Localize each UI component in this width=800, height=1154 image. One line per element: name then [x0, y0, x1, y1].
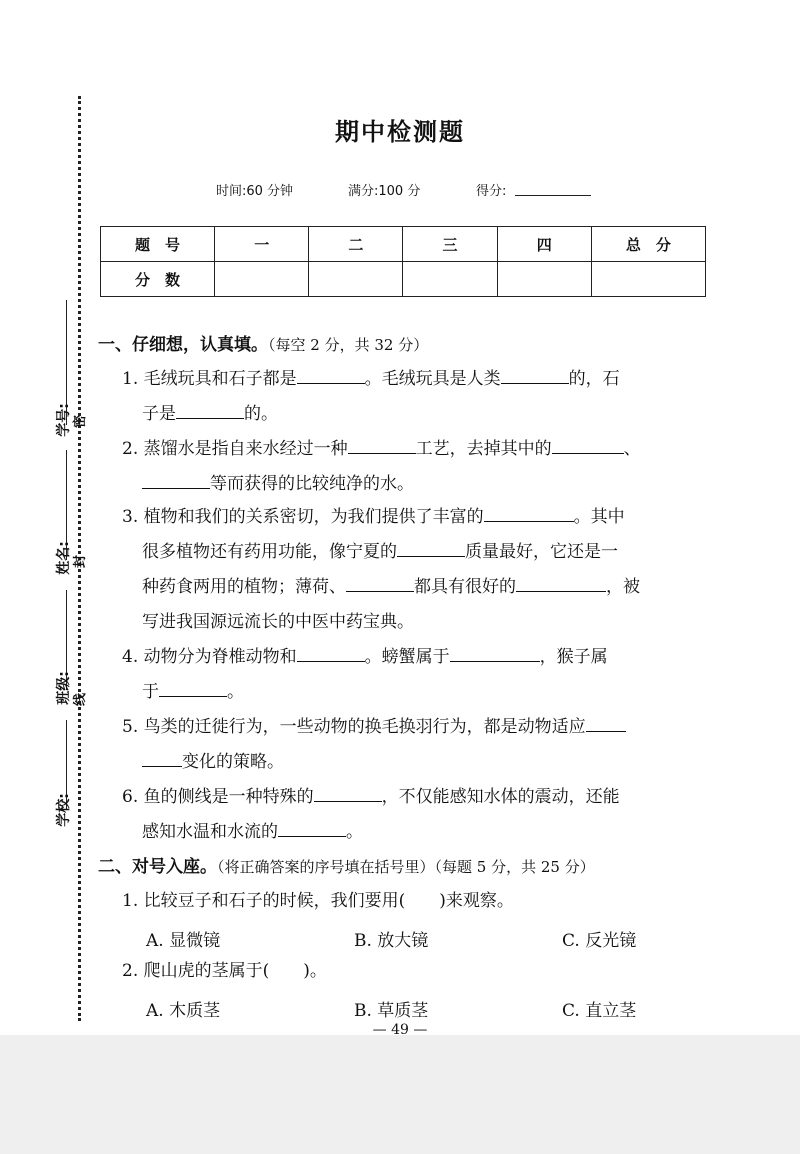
question-text: 子是	[142, 404, 176, 424]
student-no-label: 学号:	[55, 403, 72, 437]
question-text: 的，石	[568, 369, 620, 389]
question-text: 都具有很好的	[414, 577, 516, 597]
option-a[interactable]: A. 显微镜	[146, 931, 221, 951]
answer-blank[interactable]	[397, 538, 465, 557]
question-text: 的。	[244, 404, 278, 424]
page-title: 期中检测题	[335, 118, 465, 146]
question-2-2: 2. 爬山虎的茎属于( )。	[122, 961, 327, 981]
table-row	[101, 262, 706, 297]
score-label: 得分:	[476, 184, 507, 199]
score-cell[interactable]	[215, 262, 309, 297]
answer-blank[interactable]	[484, 503, 574, 522]
seal-mark-xian: 线	[73, 692, 89, 707]
answer-blank[interactable]	[501, 365, 569, 384]
answer-blank[interactable]	[176, 400, 244, 419]
answer-blank[interactable]	[450, 643, 540, 662]
question-text: 很多植物还有药用功能，像宁夏的	[142, 542, 397, 562]
score-table	[100, 226, 706, 297]
option-b[interactable]: B. 草质茎	[354, 1001, 429, 1021]
question-text: ，猴子属	[539, 647, 608, 667]
table-header-cell: 三	[403, 227, 497, 262]
table-header-cell: 题 号	[101, 227, 215, 262]
seal-mark-mi: 密	[73, 414, 89, 429]
answer-blank[interactable]	[297, 365, 365, 384]
question-text: 5. 鸟类的迁徙行为，一些动物的换毛换羽行为，都是动物适应	[122, 717, 586, 737]
question-text: 变化的策略。	[182, 752, 284, 772]
question-1-5	[122, 710, 714, 780]
question-text: 于	[142, 682, 159, 702]
option-c[interactable]: C. 反光镜	[562, 931, 637, 951]
question-text: 。螃蟹属于	[364, 647, 450, 667]
answer-blank[interactable]	[142, 470, 210, 489]
question-text: 种药食两用的植物；薄荷、	[142, 577, 346, 597]
question-text: 4. 动物分为脊椎动物和	[122, 647, 297, 667]
time-info: 时间:60 分钟	[216, 184, 294, 199]
answer-blank[interactable]	[516, 573, 606, 592]
section1-heading	[98, 330, 428, 355]
question-1-2	[122, 432, 714, 502]
question-text: ，不仅能感知水体的震动，还能	[381, 787, 620, 807]
answer-blank[interactable]	[314, 783, 382, 802]
answer-blank[interactable]	[586, 713, 626, 732]
question-text: 质量最好，它还是一	[465, 542, 618, 562]
question-text: ，被	[606, 577, 640, 597]
page-footer-area	[0, 1035, 800, 1154]
school-label: 学校:	[55, 793, 72, 827]
question-text: 。其中	[573, 507, 625, 527]
table-row-label: 分 数	[101, 262, 215, 297]
table-row	[101, 227, 706, 262]
table-header-cell: 四	[497, 227, 591, 262]
answer-blank[interactable]	[142, 748, 182, 767]
question-text: 写进我国源远流长的中医中药宝典。	[142, 612, 414, 632]
question-1-3	[122, 500, 714, 640]
score-cell[interactable]	[497, 262, 591, 297]
question-text: 感知水温和水流的	[142, 822, 278, 842]
page-number: — 49 —	[372, 1022, 428, 1038]
question-text: 。毛绒玩具是人类	[364, 369, 501, 389]
question-text: 1. 毛绒玩具和石子都是	[122, 369, 297, 389]
table-header-cell: 二	[309, 227, 403, 262]
section2-heading	[98, 852, 595, 877]
question-text: 、	[623, 439, 641, 459]
question-text: 。	[346, 822, 363, 842]
score-blank[interactable]	[515, 195, 591, 196]
seal-mark-feng: 封	[73, 554, 89, 569]
option-c[interactable]: C. 直立茎	[562, 1001, 637, 1021]
question-1-6	[122, 780, 714, 850]
question-text: 工艺，去掉其中的	[415, 439, 552, 459]
answer-blank[interactable]	[159, 678, 227, 697]
answer-blank[interactable]	[346, 573, 414, 592]
class-label: 班级:	[55, 671, 72, 705]
answer-blank[interactable]	[552, 435, 624, 454]
option-b[interactable]: B. 放大镜	[354, 931, 429, 951]
score-cell[interactable]	[309, 262, 403, 297]
section1-note: （每空 2 分，共 32 分）	[268, 336, 429, 354]
question-text: 。	[227, 682, 244, 702]
question-text: 3. 植物和我们的关系密切，为我们提供了丰富的	[122, 507, 484, 527]
question-2-1: 1. 比较豆子和石子的时候，我们要用( )来观察。	[122, 891, 514, 911]
section2-note: （将正确答案的序号填在括号里）（每题 5 分，共 25 分）	[217, 858, 595, 876]
score-cell[interactable]	[403, 262, 497, 297]
answer-blank[interactable]	[348, 435, 416, 454]
question-text: 6. 鱼的侧线是一种特殊的	[122, 787, 314, 807]
section2-title: 二、对号入座。	[98, 857, 217, 877]
question-text: 2. 蒸馏水是指自来水经过一种	[122, 439, 348, 459]
full-score-info: 满分:100 分	[348, 184, 421, 199]
table-header-cell: 一	[215, 227, 309, 262]
score-cell[interactable]	[591, 262, 705, 297]
question-text: 等而获得的比较纯净的水。	[210, 474, 414, 494]
answer-blank[interactable]	[297, 643, 365, 662]
question-1-4	[122, 640, 714, 710]
section1-title: 一、仔细想，认真填。	[98, 335, 268, 355]
question-1-1	[122, 362, 714, 432]
answer-blank[interactable]	[278, 818, 346, 837]
name-label: 姓名:	[55, 541, 72, 575]
option-a[interactable]: A. 木质茎	[146, 1001, 221, 1021]
table-header-cell: 总 分	[591, 227, 705, 262]
